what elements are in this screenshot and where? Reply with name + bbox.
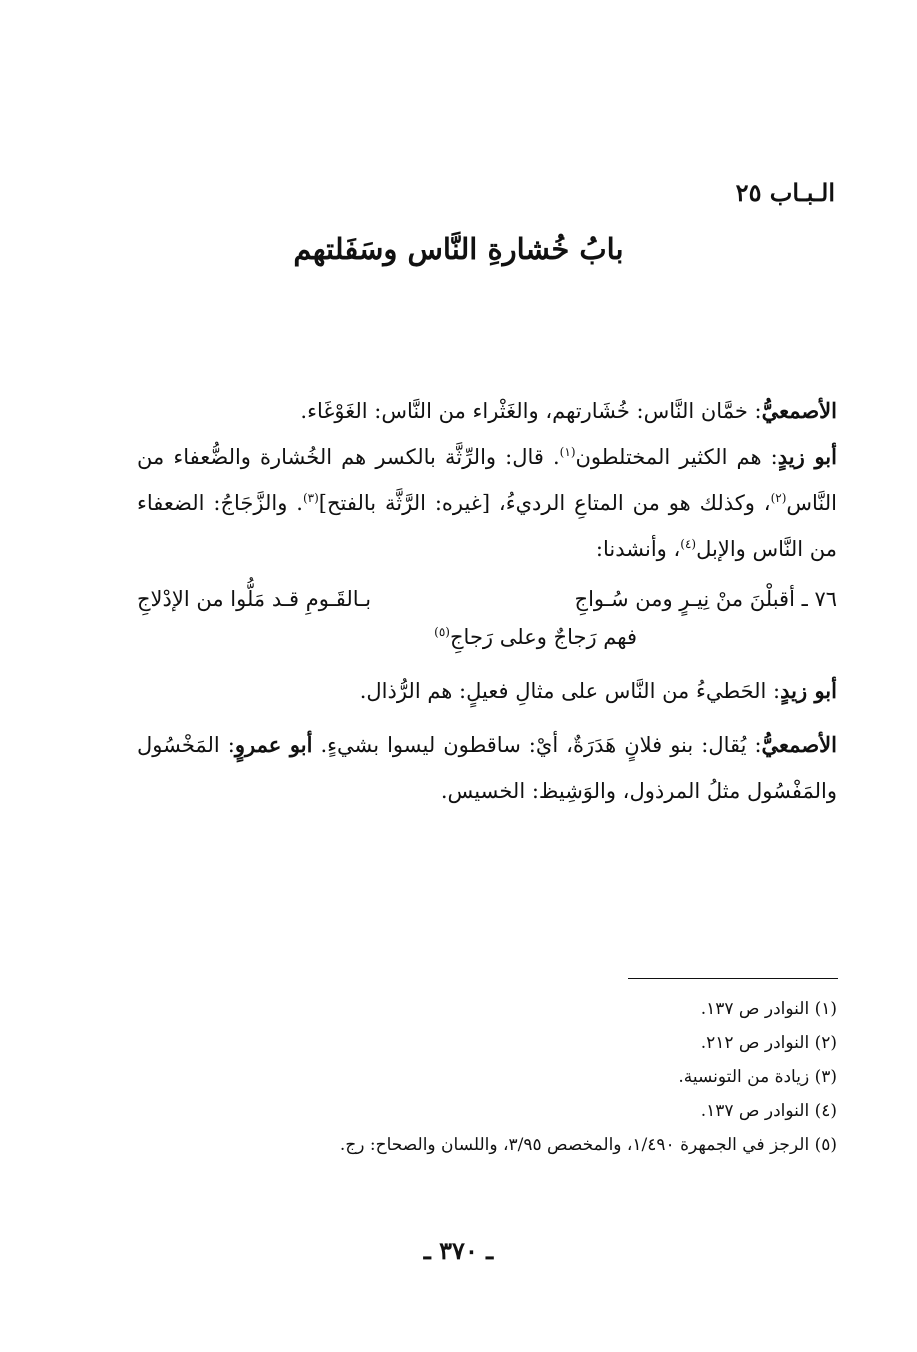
paragraph-text: : خمَّان النَّاس: خُشَارتهم، والغَثْراء من النَّاس: الغَوْغَاء.	[300, 399, 762, 423]
verse-hemistich-2: بـالقَـومِ قـد مَلُّوا من الإدْلاجِ	[137, 587, 372, 611]
paragraph-asmai-1	[137, 388, 837, 434]
paragraph-abu-zayd-2	[137, 668, 837, 714]
speaker-name: أبو عمروٍ	[234, 732, 313, 757]
paragraph-abu-zayd-1	[137, 434, 837, 572]
footnote-divider	[628, 978, 838, 979]
footnote-ref[interactable]: (١)	[559, 445, 576, 459]
paragraph-text: : المَخْسُول والمَفْسُول مثلُ المرذول، والوَشِيظ: الخسيس.	[137, 733, 837, 803]
paragraph-text: . والزَّجَاجُ: الضعفاء من النَّاس والإبل	[137, 491, 837, 561]
speaker-name: الأصمعيُّ	[761, 398, 837, 423]
speaker-name: الأصمعيُّ	[761, 732, 837, 757]
verse-hemistich-3: فهم رَجاجٌ وعلى رَجاجِ	[449, 625, 637, 649]
chapter-label: الـبـاب ٢٥	[735, 178, 835, 207]
verse-line-2	[434, 614, 637, 660]
footnote-item: (١) النوادر ص ١٣٧.	[700, 999, 837, 1019]
footnote-ref[interactable]: (٤)	[680, 537, 697, 551]
verse-hemistich-1: ٧٦ ـ أقبلْنَ منْ نِيـرٍ ومن سُـواجِ	[574, 587, 837, 611]
footnote-item: (٥) الرجز في الجمهرة ١/٤٩٠، والمخصص ٣/٩٥، واللسان والصحاح: رج.	[339, 1135, 837, 1155]
paragraph-text: : الحَطيءُ من النَّاس على مثالِ فعيلٍ: هم الرُّذال.	[359, 679, 781, 703]
footnote-ref[interactable]: (٥)	[434, 625, 450, 639]
verse-number: ٧٦ ـ	[801, 587, 837, 611]
paragraph-text: . قال: والرِّثَّة بالكسر هم الخُشارة والضُّعفاء من النَّاس	[137, 445, 837, 515]
footnote-item: (٤) النوادر ص ١٣٧.	[700, 1101, 837, 1121]
page-number: ـ ٣٧٠ ـ	[423, 1236, 494, 1265]
paragraph-text: ، وأنشدنا:	[595, 537, 681, 561]
footnote-item: (٢) النوادر ص ٢١٢.	[700, 1033, 837, 1053]
paragraph-text: : هم الكثير المختلطون	[575, 445, 778, 469]
paragraph-asmai-2	[137, 722, 837, 814]
footnote-ref[interactable]: (٣)	[302, 491, 319, 505]
paragraph-text: : يُقال: بنو فلانٍ هَدَرَةٌ، أيْ: ساقطون ليسوا بشيءٍ.	[320, 733, 762, 757]
chapter-title: بابُ خُشارةِ النَّاس وسَفَلتهم	[293, 232, 624, 266]
main-text	[137, 388, 837, 814]
footnote-ref[interactable]: (٢)	[770, 491, 787, 505]
verse-76	[137, 576, 837, 660]
speaker-name: أبو زيدٍ	[780, 678, 837, 703]
footnotes-list	[137, 992, 837, 1162]
paragraph-text: ، وكذلك هو من المتاعِ الرديءُ، [غيره: الرَّثَّة بالفتح]	[318, 491, 771, 515]
speaker-name: أبو زيدٍ	[777, 444, 837, 469]
footnote-item: (٣) زيادة من التونسية.	[678, 1067, 837, 1087]
